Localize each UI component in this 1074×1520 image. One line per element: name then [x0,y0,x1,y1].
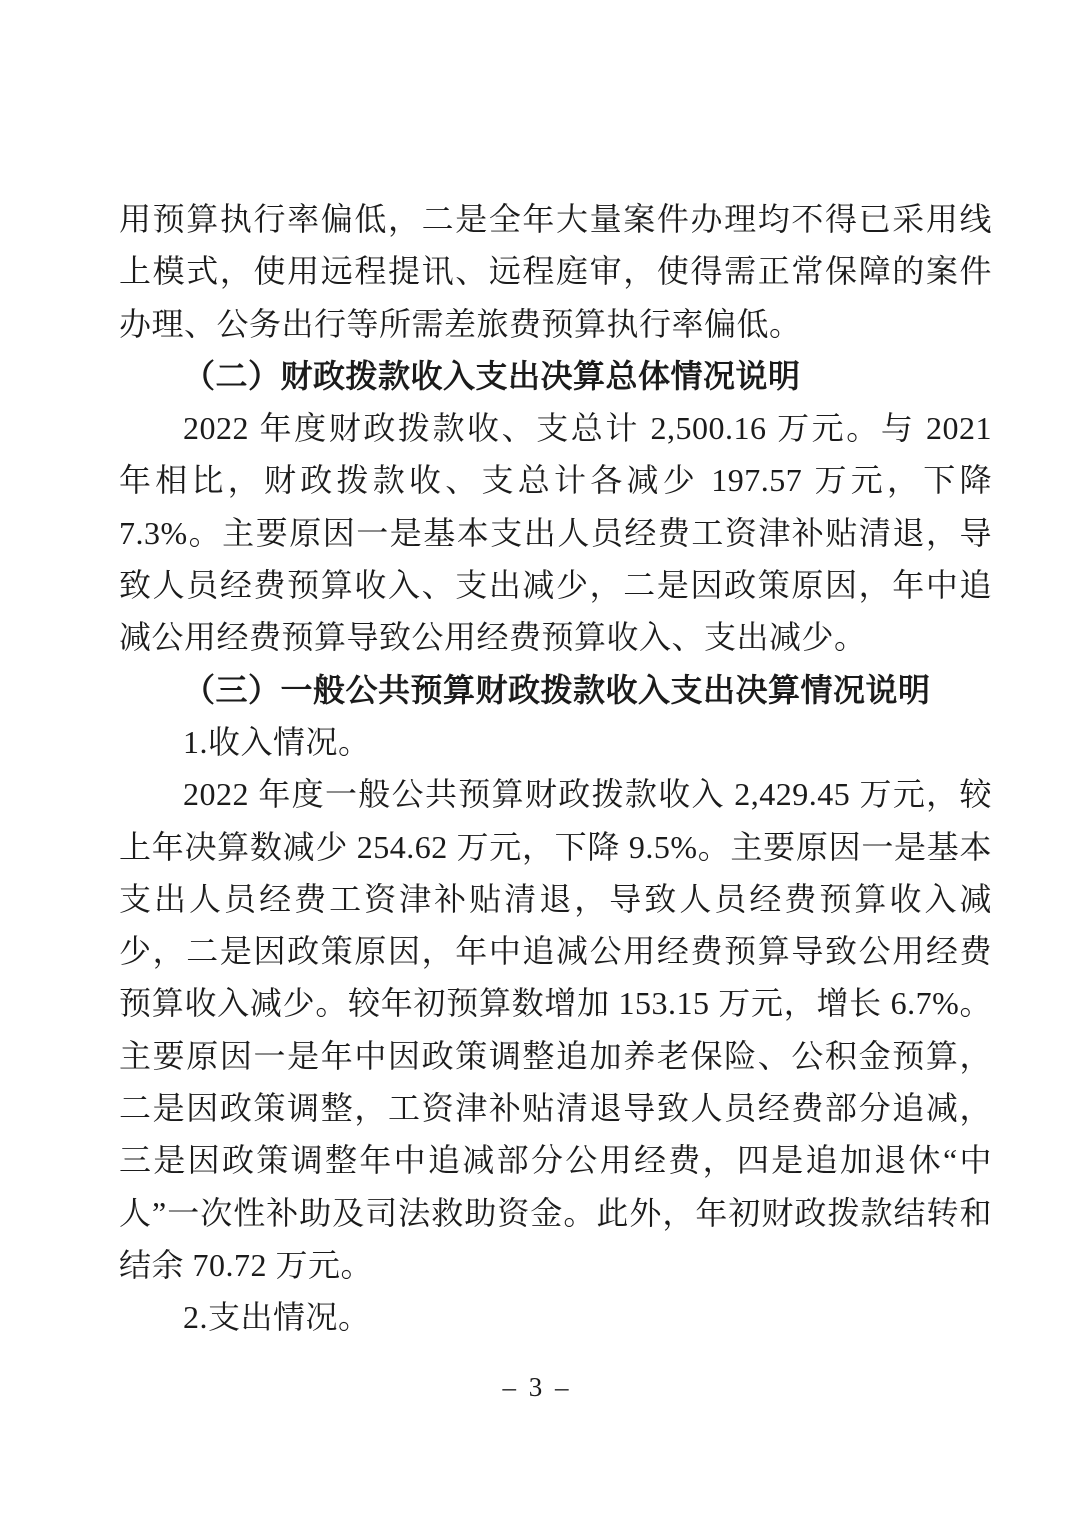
page-number: – 3 – [502,1372,572,1402]
page-footer [0,1372,1074,1403]
paragraph-continuation: 用预算执行率偏低，二是全年大量案件办理均不得已采用线上模式，使用远程提讯、远程庭审，使得需正常保障的案件办理、公务出行等所需差旅费预算执行率偏低。 [119,201,992,342]
subsection-expenditure-label: 2.支出情况。 [183,1299,371,1336]
section-heading-3: （三）一般公共预算财政拨款收入支出决算情况说明 [183,671,931,708]
document-body [119,193,992,1344]
paragraph-income-detail: 2022 年度一般公共预算财政拨款收入 2,429.45 万元，较上年决算数减少 254.62 万元，下降 9.5%。主要原因一是基本支出人员经费工资津补贴清退，导致人员经费预算收入减少，二是因政策原因，年中追减公用经费预算导致公用经费预算收入减少。较年初预算数增加 153.15 万元，增长 6.7%。主要原因一是年中因政策调整追加养老保险、公积金预算，二是因政策调整，工资津补贴清退导致人员经费部分追减，三是因政策调整年中追减部分公用经费，四是追加退休“中人”一次性补助及司法救助资金。此外，年初财政拨款结转和结余 70.72 万元。 [119,776,992,1283]
section-heading-2: （二）财政拨款收入支出决算总体情况说明 [183,357,801,394]
paragraph-fiscal-total: 2022 年度财政拨款收、支总计 2,500.16 万元。与 2021 年相比，财政拨款收、支总计各减少 197.57 万元，下降 7.3%。主要原因一是基本支出人员经费工资津补贴清退，导致人员经费预算收入、支出减少，二是因政策原因，年中追减公用经费预算导致公用经费预算收入、支出减少。 [119,410,992,656]
subsection-income-label: 1.收入情况。 [183,723,371,760]
